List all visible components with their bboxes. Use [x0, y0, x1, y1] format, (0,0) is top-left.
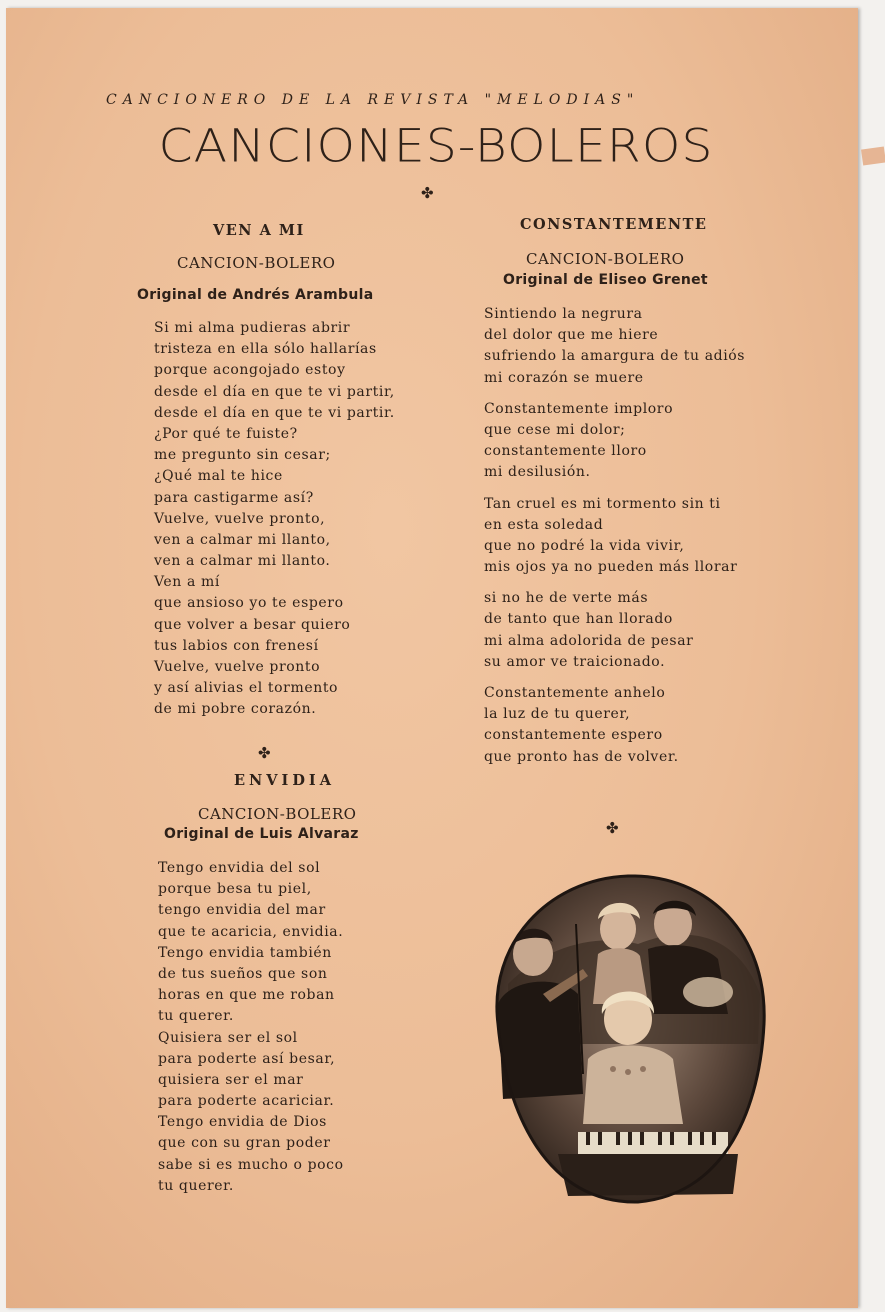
song-author: Original de Luis Alvaraz — [164, 826, 359, 842]
lyric-line: tus labios con frenesí — [154, 637, 319, 654]
lyric-line: desde el día en que te vi partir, — [154, 383, 395, 400]
song-genre: CANCION-BOLERO — [177, 254, 336, 272]
lyric-line: para poderte acariciar. — [158, 1093, 335, 1110]
lyric-line: porque besa tu piel, — [158, 881, 312, 898]
lyric-line: que no podré la vida vivir, — [484, 537, 685, 554]
lyric-line: Constantemente anhelo — [484, 685, 666, 701]
lyric-line: Tan cruel es mi tormento sin ti — [484, 495, 721, 512]
lyric-line: Sintiendo la negrura — [484, 306, 643, 322]
lyric-line: sufriendo la amargura de tu adiós — [484, 348, 746, 365]
lyric-line: que volver a besar quiero — [154, 616, 351, 633]
lyric-line: Vuelve, vuelve pronto, — [154, 510, 326, 527]
lyric-line: ven a calmar mi llanto. — [154, 553, 331, 570]
lyric-line: que con su gran poder — [158, 1135, 331, 1152]
lyric-line: Constantemente imploro — [484, 400, 674, 417]
lyric-line: tu querer. — [158, 1177, 234, 1194]
lyric-line: su amor ve traicionado. — [484, 653, 666, 670]
ornament-icon: ✤ — [421, 184, 434, 202]
lyric-line: me pregunto sin cesar; — [154, 447, 331, 464]
lyric-line: del dolor que me hiere — [484, 327, 659, 344]
lyric-line: Si mi alma pudieras abrir — [154, 320, 351, 336]
lyric-line: mi desilusión. — [484, 464, 591, 481]
lyric-line: ¿Por qué te fuiste? — [154, 425, 298, 442]
lyric-line: desde el día en que te vi partir. — [154, 404, 395, 421]
lyric-line: para castigarme así? — [154, 489, 314, 506]
lyric-line: Tengo envidia también — [158, 944, 332, 961]
lyric-line: Ven a mí — [154, 574, 220, 591]
lyric-line: tristeza en ella sólo hallarías — [154, 341, 377, 358]
lyric-line: Vuelve, vuelve pronto — [154, 659, 321, 675]
lyric-line: constantemente lloro — [484, 443, 647, 460]
lyric-line: la luz de tu querer, — [484, 706, 631, 723]
song-lyrics — [158, 860, 344, 1199]
lyric-line: porque acongojado estoy — [154, 362, 346, 379]
lyric-line: que ansioso yo te espero — [154, 595, 344, 612]
stanza-gap — [484, 486, 745, 496]
song-author: Original de Eliseo Grenet — [503, 272, 708, 288]
lyric-line: que cese mi dolor; — [484, 421, 626, 438]
song-title: ENVIDIA — [234, 772, 335, 789]
lyric-line: Tengo envidia de Dios — [158, 1114, 327, 1131]
song-lyrics — [484, 306, 745, 770]
musicians-photo — [488, 874, 768, 1204]
ornament-icon: ✤ — [606, 819, 619, 837]
lyric-line: quisiera ser el mar — [158, 1071, 304, 1088]
lyric-line: mis ojos ya no pueden más llorar — [484, 559, 738, 576]
lyric-line: sabe si es mucho o poco — [158, 1156, 344, 1173]
lyric-line: de tus sueños que son — [158, 965, 328, 982]
song-author: Original de Andrés Arambula — [137, 287, 374, 303]
lyric-line: Quisiera ser el sol — [158, 1029, 298, 1046]
lyric-line: tengo envidia del mar — [158, 902, 326, 919]
stanza-gap — [484, 675, 745, 685]
lyric-line: mi alma adolorida de pesar — [484, 632, 694, 649]
torn-paper-edge — [861, 146, 885, 165]
song-lyrics — [154, 320, 395, 723]
song-title: VEN A MI — [213, 222, 305, 239]
lyric-line: y así alivias el tormento — [154, 680, 339, 697]
lyric-line: de mi pobre corazón. — [154, 701, 317, 718]
song-genre: CANCION-BOLERO — [198, 805, 357, 823]
lyric-line: ¿Qué mal te hice — [154, 468, 283, 485]
lyric-line: de tanto que han llorado — [484, 611, 673, 628]
lyric-line: constantemente espero — [484, 727, 663, 744]
stanza-gap — [484, 580, 745, 590]
lyric-line: ven a calmar mi llanto, — [154, 531, 331, 548]
lyric-line: tu querer. — [158, 1008, 234, 1025]
song-title: CONSTANTEMENTE — [520, 216, 708, 233]
lyric-line: mi corazón se muere — [484, 369, 644, 386]
lyric-line: en esta soledad — [484, 516, 604, 533]
lyric-line: que pronto has de volver. — [484, 748, 679, 765]
lyric-line: si no he de verte más — [484, 590, 649, 607]
lyric-line: Tengo envidia del sol — [158, 860, 321, 876]
lyric-line: horas en que me roban — [158, 987, 335, 1004]
stanza-gap — [484, 391, 745, 401]
ornament-icon: ✤ — [258, 744, 271, 762]
page-title: CANCIONES-BOLEROS — [158, 120, 714, 173]
lyric-line: para poderte así besar, — [158, 1050, 336, 1067]
song-genre: CANCION-BOLERO — [526, 250, 685, 268]
lyric-line: que te acaricia, envidia. — [158, 923, 344, 940]
series-header: CANCIONERO DE LA REVISTA "MELODIAS" — [106, 92, 640, 108]
magazine-page — [6, 8, 858, 1308]
